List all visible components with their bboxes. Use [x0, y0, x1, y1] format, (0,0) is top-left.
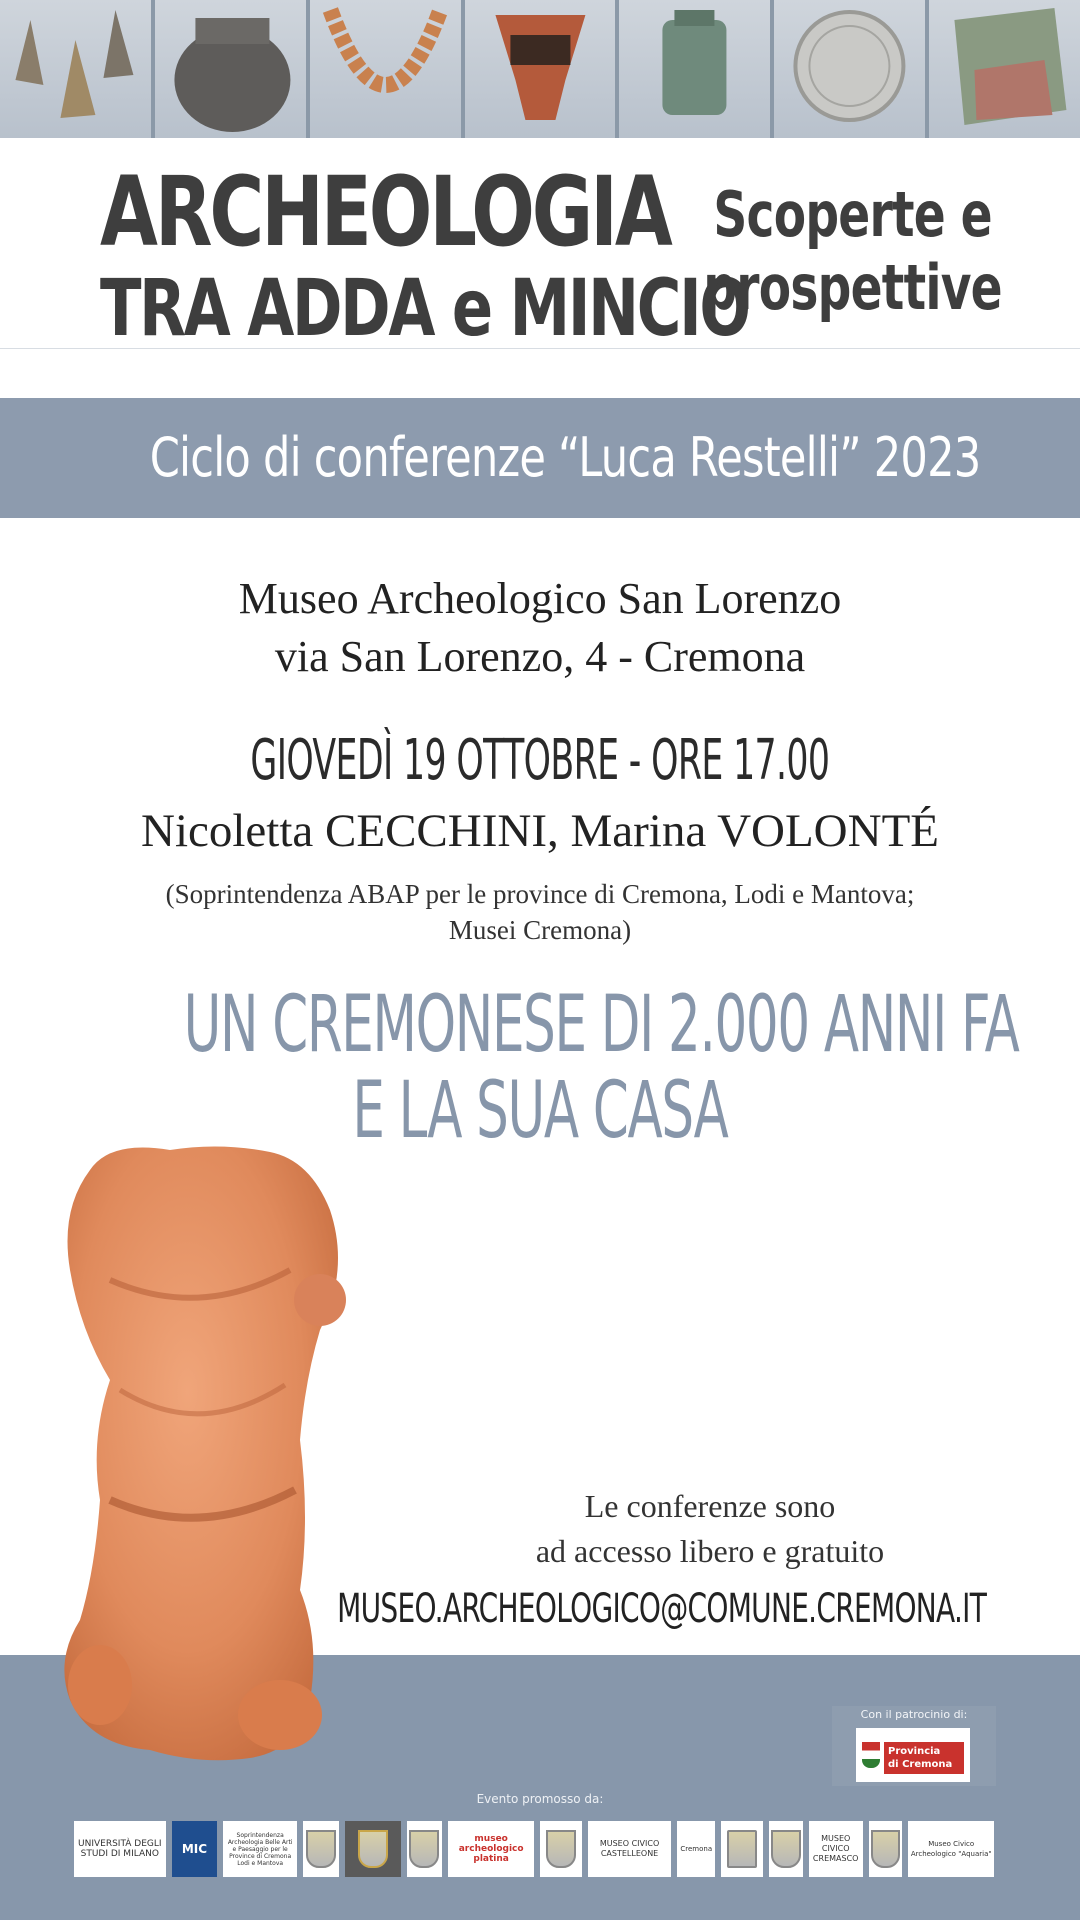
access-line-2: ad accesso libero e gratuito: [535, 1533, 885, 1569]
patronage-box: [832, 1706, 996, 1786]
crest-icon: [409, 1830, 439, 1868]
access-line-1: Le conferenze sono: [584, 1488, 836, 1524]
terracotta-statue-image: [50, 1140, 370, 1770]
glass-vessel-image: [619, 0, 774, 138]
patronage-label: Con il patrocinio di:: [860, 1708, 968, 1721]
logo-unimi: [74, 1821, 166, 1877]
talk-title-line-1: UN CREMONESE DI 2.000 ANNI FA: [183, 980, 1019, 1070]
talk-title-line-2: E LA SUA CASA: [352, 1066, 728, 1156]
crest-icon: [771, 1830, 801, 1868]
logo-crest-3: [407, 1821, 443, 1877]
crest-icon: [871, 1830, 901, 1868]
logo-crest-2: [345, 1821, 401, 1877]
logo-soprintendenza: [223, 1821, 297, 1877]
venue-name: Museo Archeologico San Lorenzo: [238, 574, 842, 623]
provincia-line-1: Provincia: [888, 1746, 941, 1757]
logo-mic: [172, 1821, 218, 1877]
logo-crest-5: [769, 1821, 803, 1877]
talk-title: [0, 982, 1080, 1154]
logo-museo-cremasco-text: MUSEO CIVICO CREMASCO: [812, 1834, 859, 1863]
logo-aquaria: [908, 1821, 994, 1877]
affiliation-line-2: Musei Cremona): [448, 915, 632, 945]
main-title: ARCHEOLOGIA: [100, 156, 670, 268]
logo-museo-castelleone: [588, 1821, 672, 1877]
building-icon: [727, 1830, 757, 1868]
affiliation: [0, 876, 1080, 948]
logo-platina: [448, 1821, 534, 1877]
logo-musei-cremona: [721, 1821, 763, 1877]
logo-mic-text: MIC: [181, 1842, 208, 1856]
arrowheads-image: [0, 0, 155, 138]
logo-soprintendenza-text: Soprintendenza Archeologia Belle Arti e Paesaggio per le Province di Cremona Lodi e Mantova: [227, 1831, 293, 1867]
logo-crest-4: [540, 1821, 582, 1877]
logo-aquaria-text: Museo Civico Archeologico "Aquaria": [910, 1840, 992, 1858]
provincia-crest-icon: [862, 1742, 880, 1768]
contact-email[interactable]: MUSEO.ARCHEOLOGICO@COMUNE.CREMONA.IT: [336, 1586, 986, 1632]
provincia-label: [884, 1742, 964, 1774]
venue-address: via San Lorenzo, 4 - Cremona: [274, 632, 806, 681]
event-datetime: [0, 728, 1080, 793]
krater-vase-image: [465, 0, 620, 138]
series-bar: [0, 398, 1080, 518]
pot-image: [155, 0, 310, 138]
provincia-line-2: di Cremona: [888, 1759, 953, 1770]
promoted-label: Evento promosso da:: [476, 1792, 604, 1806]
tagline-line-1: Scoperte e: [713, 178, 992, 251]
logo-cremona-text: Cremona: [680, 1845, 713, 1853]
crest-icon: [546, 1830, 576, 1868]
logo-unimi-text: UNIVERSITÀ DEGLI STUDI DI MILANO: [78, 1839, 162, 1859]
logo-cremona: [677, 1821, 715, 1877]
fresco-fragment-image: [929, 0, 1080, 138]
crest-icon: [306, 1830, 336, 1868]
speakers: Nicoletta CECCHINI, Marina VOLONTÉ: [141, 805, 939, 857]
tagline-line-2: prospettive: [703, 251, 1002, 325]
provincia-cremona-logo: [856, 1728, 970, 1782]
logo-crest-1: [303, 1821, 339, 1877]
series-tagline: [703, 178, 1002, 324]
series-label: Ciclo di conferenze “Luca Restelli” 2023: [149, 426, 980, 489]
main-subtitle: TRA ADDA e MINCIO: [100, 264, 749, 354]
venue: [0, 570, 1080, 686]
promoter-logos: [74, 1818, 994, 1880]
artifact-photo-banner: [0, 0, 1080, 138]
logo-museo-castelleone-text: MUSEO CIVICO CASTELLEONE: [599, 1839, 660, 1858]
logo-platina-text: museo archeologico platina: [458, 1834, 524, 1864]
crest-icon: [358, 1830, 388, 1868]
necklace-image: [310, 0, 465, 138]
access-info: [470, 1484, 950, 1574]
silver-coin-image: [774, 0, 929, 138]
logo-crest-6: [869, 1821, 903, 1877]
event-datetime-text: GIOVEDÌ 19 OTTOBRE - ORE 17.00: [250, 728, 830, 793]
logo-museo-cremasco: [809, 1821, 863, 1877]
title-block: [0, 138, 1080, 354]
affiliation-line-1: (Soprintendenza ABAP per le province di Cremona, Lodi e Mantova;: [165, 879, 915, 909]
